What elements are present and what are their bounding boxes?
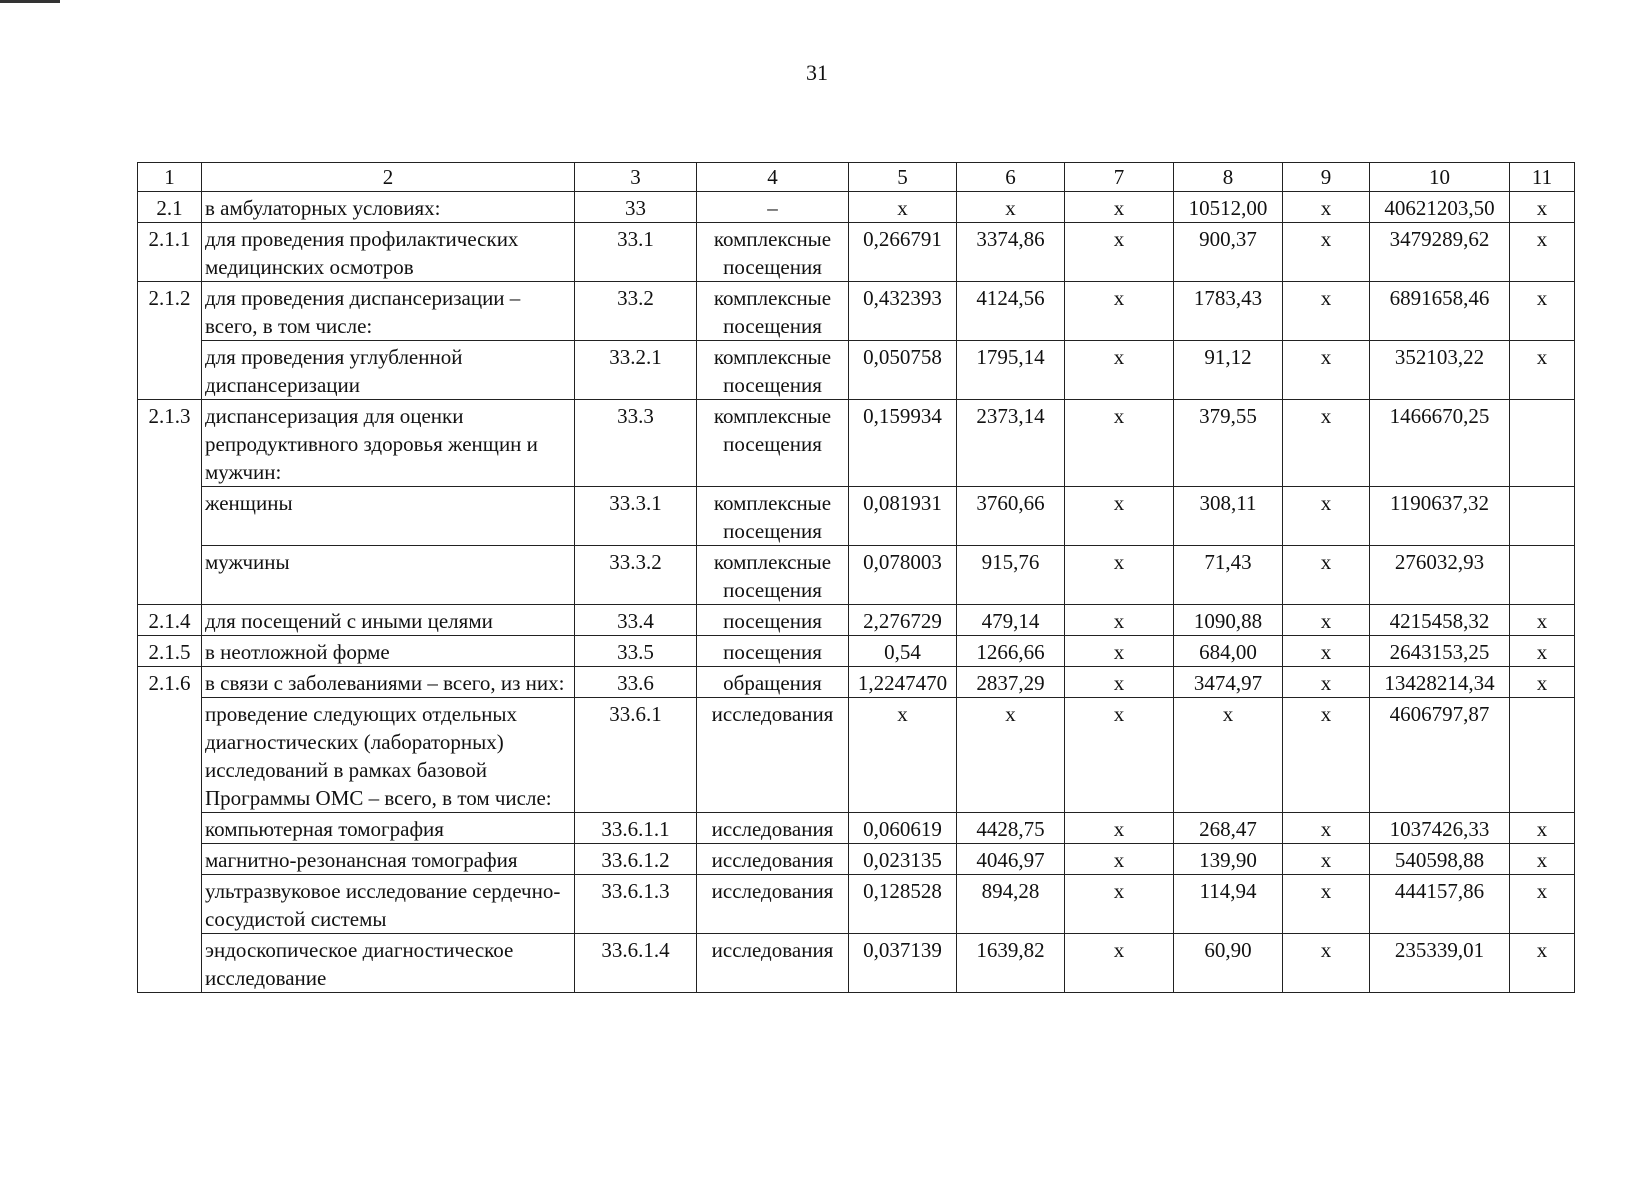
- cell-col11: х: [1510, 223, 1575, 282]
- cell-col8: 10512,00: [1174, 192, 1283, 223]
- row-number: 2.1: [138, 192, 202, 223]
- cell-col8: 1783,43: [1174, 282, 1283, 341]
- cell-col10: 2643153,25: [1370, 636, 1510, 667]
- row-unit: комплексные посещения: [697, 546, 849, 605]
- header-cell: 10: [1370, 163, 1510, 192]
- cell-col11: х: [1510, 192, 1575, 223]
- row-code: 33.3: [575, 400, 697, 487]
- row-unit: комплексные посещения: [697, 487, 849, 546]
- cell-col11: х: [1510, 875, 1575, 934]
- cell-col6: 1266,66: [957, 636, 1065, 667]
- cell-col9: х: [1283, 698, 1370, 813]
- header-cell: 4: [697, 163, 849, 192]
- cell-col9: х: [1283, 667, 1370, 698]
- scan-edge-mark: [0, 0, 60, 3]
- page-number: 31: [806, 60, 828, 85]
- row-name: в амбулаторных условиях:: [202, 192, 575, 223]
- cell-col9: х: [1283, 934, 1370, 993]
- cell-col10: 235339,01: [1370, 934, 1510, 993]
- cell-col5: 0,159934: [849, 400, 957, 487]
- cell-col6: 2373,14: [957, 400, 1065, 487]
- row-number: 2.1.1: [138, 223, 202, 282]
- cell-col5: 2,276729: [849, 605, 957, 636]
- table-row: [138, 934, 1575, 993]
- cell-col9: х: [1283, 546, 1370, 605]
- table-row: [138, 636, 1575, 667]
- cell-col6: х: [957, 698, 1065, 813]
- cell-col5: 0,023135: [849, 844, 957, 875]
- cell-col11: х: [1510, 341, 1575, 400]
- cell-col8: 308,11: [1174, 487, 1283, 546]
- cell-col8: 139,90: [1174, 844, 1283, 875]
- cell-col7: х: [1065, 282, 1174, 341]
- cell-col7: х: [1065, 192, 1174, 223]
- cell-col10: 13428214,34: [1370, 667, 1510, 698]
- cell-col11: х: [1510, 844, 1575, 875]
- row-unit: комплексные посещения: [697, 223, 849, 282]
- row-name: магнитно-резонансная томография: [202, 844, 575, 875]
- header-cell: 5: [849, 163, 957, 192]
- row-code: 33.4: [575, 605, 697, 636]
- cell-col10: 4606797,87: [1370, 698, 1510, 813]
- table-row: [138, 487, 1575, 546]
- row-code: 33.2.1: [575, 341, 697, 400]
- row-code: 33.1: [575, 223, 697, 282]
- row-code: 33.6.1.1: [575, 813, 697, 844]
- row-unit: исследования: [697, 813, 849, 844]
- table-row: [138, 813, 1575, 844]
- header-cell: 9: [1283, 163, 1370, 192]
- cell-col11: [1510, 487, 1575, 546]
- table-row: [138, 223, 1575, 282]
- row-code: 33.2: [575, 282, 697, 341]
- cell-col5: 0,432393: [849, 282, 957, 341]
- cell-col11: [1510, 400, 1575, 487]
- cell-col9: х: [1283, 400, 1370, 487]
- table-row: [138, 605, 1575, 636]
- header-cell: 8: [1174, 163, 1283, 192]
- row-code: 33.6.1: [575, 698, 697, 813]
- row-name: в неотложной форме: [202, 636, 575, 667]
- cell-col10: 1466670,25: [1370, 400, 1510, 487]
- row-unit: исследования: [697, 934, 849, 993]
- table-row: [138, 698, 1575, 813]
- cell-col9: х: [1283, 813, 1370, 844]
- cell-col6: 1639,82: [957, 934, 1065, 993]
- row-number: 2.1.5: [138, 636, 202, 667]
- cell-col9: х: [1283, 636, 1370, 667]
- cell-col5: 0,050758: [849, 341, 957, 400]
- cell-col10: 40621203,50: [1370, 192, 1510, 223]
- row-name: для проведения профилактических медицинских осмотров: [202, 223, 575, 282]
- row-unit: –: [697, 192, 849, 223]
- table-row: [138, 341, 1575, 400]
- cell-col7: х: [1065, 400, 1174, 487]
- cell-col8: 268,47: [1174, 813, 1283, 844]
- row-number: 2.1.2: [138, 282, 202, 400]
- row-code: 33: [575, 192, 697, 223]
- cell-col9: х: [1283, 875, 1370, 934]
- cell-col8: 114,94: [1174, 875, 1283, 934]
- cell-col8: х: [1174, 698, 1283, 813]
- cell-col7: х: [1065, 875, 1174, 934]
- header-row: [138, 163, 1575, 192]
- cell-col8: 1090,88: [1174, 605, 1283, 636]
- cell-col5: 0,037139: [849, 934, 957, 993]
- row-code: 33.6.1.2: [575, 844, 697, 875]
- row-name: эндоскопическое диагностическое исследование: [202, 934, 575, 993]
- cell-col7: х: [1065, 605, 1174, 636]
- cell-col5: 0,128528: [849, 875, 957, 934]
- cell-col10: 6891658,46: [1370, 282, 1510, 341]
- row-name: для посещений с иными целями: [202, 605, 575, 636]
- table-row: [138, 844, 1575, 875]
- cell-col10: 444157,86: [1370, 875, 1510, 934]
- row-code: 33.5: [575, 636, 697, 667]
- cell-col5: 0,54: [849, 636, 957, 667]
- row-number: 2.1.4: [138, 605, 202, 636]
- cell-col8: 684,00: [1174, 636, 1283, 667]
- cell-col8: 60,90: [1174, 934, 1283, 993]
- cell-col10: 4215458,32: [1370, 605, 1510, 636]
- header-cell: 7: [1065, 163, 1174, 192]
- cell-col5: х: [849, 698, 957, 813]
- cell-col7: х: [1065, 667, 1174, 698]
- row-name: компьютерная томография: [202, 813, 575, 844]
- row-code: 33.3.2: [575, 546, 697, 605]
- cell-col7: х: [1065, 546, 1174, 605]
- cell-col6: 479,14: [957, 605, 1065, 636]
- cell-col8: 900,37: [1174, 223, 1283, 282]
- cell-col5: 0,060619: [849, 813, 957, 844]
- cell-col7: х: [1065, 813, 1174, 844]
- row-unit: комплексные посещения: [697, 282, 849, 341]
- row-name: для проведения диспансеризации – всего, в том числе:: [202, 282, 575, 341]
- cell-col8: 91,12: [1174, 341, 1283, 400]
- cell-col5: 0,078003: [849, 546, 957, 605]
- table-row: [138, 192, 1575, 223]
- cell-col10: 3479289,62: [1370, 223, 1510, 282]
- row-code: 33.6: [575, 667, 697, 698]
- cell-col6: х: [957, 192, 1065, 223]
- data-table: [137, 162, 1575, 993]
- row-unit: исследования: [697, 875, 849, 934]
- cell-col10: 1037426,33: [1370, 813, 1510, 844]
- cell-col11: х: [1510, 813, 1575, 844]
- cell-col9: х: [1283, 341, 1370, 400]
- cell-col11: х: [1510, 934, 1575, 993]
- row-unit: комплексные посещения: [697, 400, 849, 487]
- row-name: для проведения углубленной диспансеризации: [202, 341, 575, 400]
- cell-col8: 3474,97: [1174, 667, 1283, 698]
- cell-col5: х: [849, 192, 957, 223]
- cell-col10: 276032,93: [1370, 546, 1510, 605]
- cell-col9: х: [1283, 192, 1370, 223]
- table-row: [138, 546, 1575, 605]
- cell-col7: х: [1065, 341, 1174, 400]
- cell-col10: 1190637,32: [1370, 487, 1510, 546]
- cell-col9: х: [1283, 223, 1370, 282]
- cell-col9: х: [1283, 605, 1370, 636]
- table-row: [138, 400, 1575, 487]
- cell-col7: х: [1065, 487, 1174, 546]
- cell-col7: х: [1065, 223, 1174, 282]
- table-row: [138, 875, 1575, 934]
- row-number: 2.1.3: [138, 400, 202, 605]
- cell-col9: х: [1283, 844, 1370, 875]
- row-unit: посещения: [697, 636, 849, 667]
- cell-col6: 3374,86: [957, 223, 1065, 282]
- cell-col6: 4428,75: [957, 813, 1065, 844]
- row-name: ультразвуковое исследование сердечно-сосудистой системы: [202, 875, 575, 934]
- header-cell: 6: [957, 163, 1065, 192]
- cell-col5: 1,2247470: [849, 667, 957, 698]
- cell-col9: х: [1283, 487, 1370, 546]
- row-name: проведение следующих отдельных диагностических (лабораторных) исследований в рамках базовой Программы ОМС – всего, в том числе:: [202, 698, 575, 813]
- cell-col5: 0,081931: [849, 487, 957, 546]
- row-name: в связи с заболеваниями – всего, из них:: [202, 667, 575, 698]
- cell-col6: 915,76: [957, 546, 1065, 605]
- cell-col6: 4124,56: [957, 282, 1065, 341]
- row-unit: исследования: [697, 698, 849, 813]
- row-code: 33.6.1.4: [575, 934, 697, 993]
- cell-col7: х: [1065, 698, 1174, 813]
- cell-col10: 540598,88: [1370, 844, 1510, 875]
- cell-col11: [1510, 546, 1575, 605]
- cell-col11: [1510, 698, 1575, 813]
- cell-col11: х: [1510, 282, 1575, 341]
- header-cell: 3: [575, 163, 697, 192]
- cell-col11: х: [1510, 605, 1575, 636]
- row-number: 2.1.6: [138, 667, 202, 993]
- row-unit: обращения: [697, 667, 849, 698]
- row-name: диспансеризация для оценки репродуктивного здоровья женщин и мужчин:: [202, 400, 575, 487]
- table-row: [138, 667, 1575, 698]
- row-code: 33.6.1.3: [575, 875, 697, 934]
- cell-col6: 2837,29: [957, 667, 1065, 698]
- cell-col7: х: [1065, 844, 1174, 875]
- row-name: мужчины: [202, 546, 575, 605]
- cell-col11: х: [1510, 636, 1575, 667]
- header-cell: 2: [202, 163, 575, 192]
- row-name: женщины: [202, 487, 575, 546]
- cell-col6: 3760,66: [957, 487, 1065, 546]
- cell-col9: х: [1283, 282, 1370, 341]
- table-row: [138, 282, 1575, 341]
- row-unit: исследования: [697, 844, 849, 875]
- cell-col10: 352103,22: [1370, 341, 1510, 400]
- header-cell: 11: [1510, 163, 1575, 192]
- cell-col5: 0,266791: [849, 223, 957, 282]
- cell-col7: х: [1065, 934, 1174, 993]
- header-cell: 1: [138, 163, 202, 192]
- row-unit: комплексные посещения: [697, 341, 849, 400]
- row-unit: посещения: [697, 605, 849, 636]
- cell-col6: 894,28: [957, 875, 1065, 934]
- cell-col11: х: [1510, 667, 1575, 698]
- cell-col8: 71,43: [1174, 546, 1283, 605]
- cell-col6: 1795,14: [957, 341, 1065, 400]
- cell-col6: 4046,97: [957, 844, 1065, 875]
- cell-col7: х: [1065, 636, 1174, 667]
- cell-col8: 379,55: [1174, 400, 1283, 487]
- row-code: 33.3.1: [575, 487, 697, 546]
